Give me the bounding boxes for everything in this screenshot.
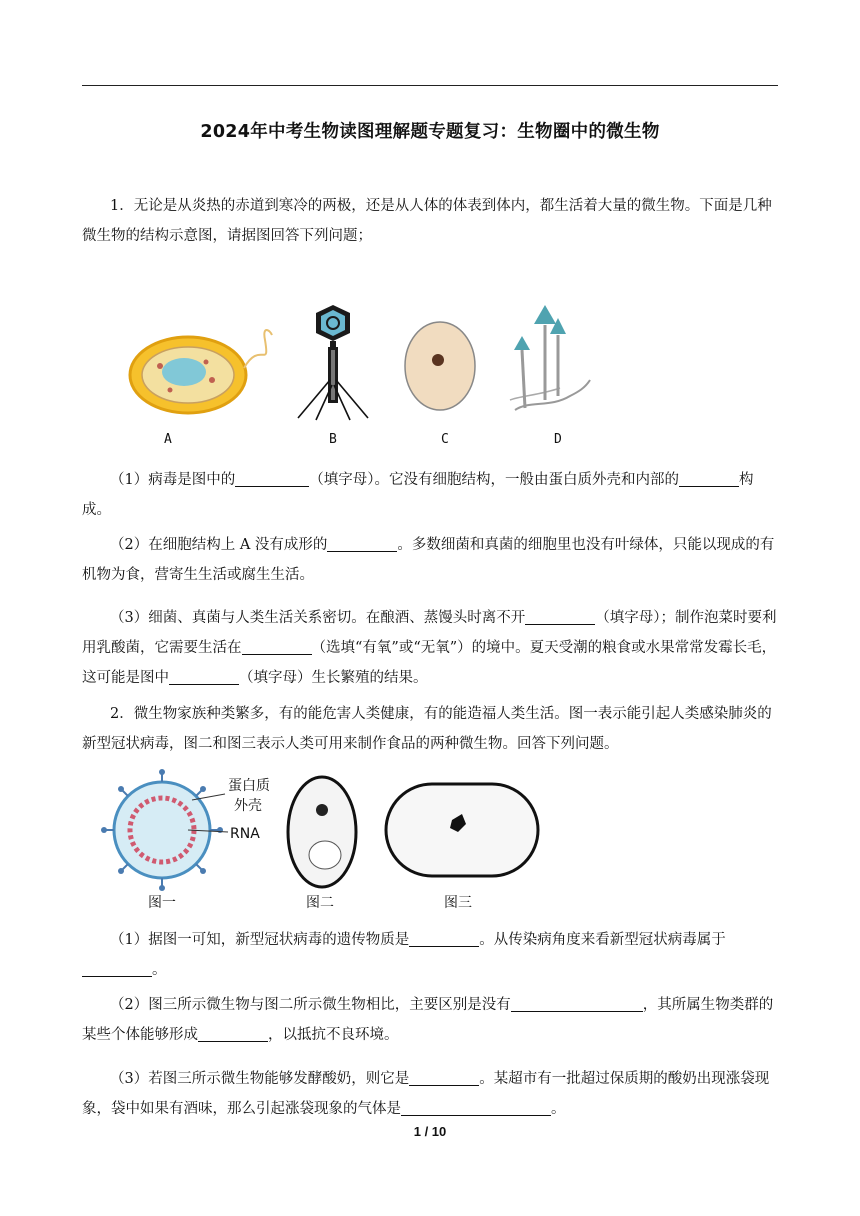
figure-label-b: B — [329, 432, 337, 447]
yeast-cell-image — [288, 777, 356, 887]
q2-intro: 2．微生物家族种类繁多，有的能危害人类健康，有的能造福人类生活。图一表示能引起人类感染肺炎的新型冠状病毒，图二和图三表示人类可用来制作食品的两种微生物。回答下列问题。 — [82, 706, 772, 752]
answer-blank[interactable] — [327, 535, 397, 552]
figure-label-a: A — [164, 432, 172, 447]
answer-blank[interactable] — [169, 668, 239, 685]
answer-blank[interactable] — [242, 638, 312, 655]
bacterium-cell-image — [386, 784, 538, 876]
figure-label-c: C — [441, 432, 449, 447]
q1-part3: （3）细菌、真菌与人类生活关系密切。在酿酒、蒸馒头时离不开 （填字母）；制作泡菜时要利用乳酸菌，它需要生活在 （选填“有氧”或“无氧”）的境中。夏天受潮的粮食或水果常常发霉长毛，这可能是图中 （填字母）生长繁殖的结果。 — [82, 610, 777, 686]
answer-blank[interactable] — [198, 1025, 268, 1042]
page-number: 1 / 10 — [413, 1124, 447, 1139]
yeast-c-image — [405, 322, 475, 410]
header-rule — [82, 85, 778, 86]
figure-label-d: D — [554, 432, 562, 447]
virus-label-rna: RNA — [230, 826, 260, 842]
figure-microbes — [120, 300, 600, 430]
figure-label-3: 图三 — [444, 895, 472, 911]
coronavirus-image — [101, 769, 228, 891]
bacterium-a-image — [130, 330, 272, 413]
answer-blank[interactable] — [525, 608, 595, 625]
virus-label-shell: 外壳 — [234, 798, 262, 814]
q1-intro: 1．无论是从炎热的赤道到寒冷的两极，还是从人体的体表到体内，都生活着大量的微生物。下面是几种微生物的结构示意图，请据图回答下列问题； — [82, 198, 772, 244]
answer-blank[interactable] — [409, 1069, 479, 1086]
mold-d-image — [510, 305, 590, 410]
q2-part3: （3）若图三所示微生物能够发酵酸奶，则它是 。某超市有一批超过保质期的酸奶出现涨袋现象，袋中如果有酒味，那么引起涨袋现象的气体是 。 — [82, 1071, 770, 1117]
q1-part1: （1）病毒是图中的 （填字母）。它没有细胞结构，一般由蛋白质外壳和内部的 构成。 — [82, 472, 754, 518]
answer-blank[interactable] — [235, 470, 309, 487]
answer-blank[interactable] — [679, 470, 739, 487]
answer-blank[interactable] — [82, 960, 152, 977]
q2-part1: （1）据图一可知，新型冠状病毒的遗传物质是 。从传染病角度来看新型冠状病毒属于。 — [82, 925, 778, 985]
page-title: 2024年中考生物读图理解题专题复习：生物圈中的微生物 — [200, 122, 660, 142]
answer-blank[interactable] — [409, 930, 479, 947]
figure-virus-and-cells — [100, 770, 540, 888]
answer-blank[interactable] — [511, 995, 643, 1012]
virus-label-protein: 蛋白质 — [228, 778, 270, 794]
bacteriophage-b-image — [298, 305, 368, 420]
q2-part2: （2）图三所示微生物与图二所示微生物相比，主要区别是没有 ，其所属生物类群的某些个体能够形成 ，以抵抗不良环境。 — [82, 997, 774, 1043]
figure-label-2: 图二 — [306, 895, 334, 911]
q1-part2: （2）在细胞结构上 A 没有成形的 。多数细菌和真菌的细胞里也没有叶绿体，只能以现成的有机物为食，营寄生生活或腐生生活。 — [82, 537, 775, 583]
figure-label-1: 图一 — [148, 895, 176, 911]
answer-blank[interactable] — [401, 1099, 551, 1116]
